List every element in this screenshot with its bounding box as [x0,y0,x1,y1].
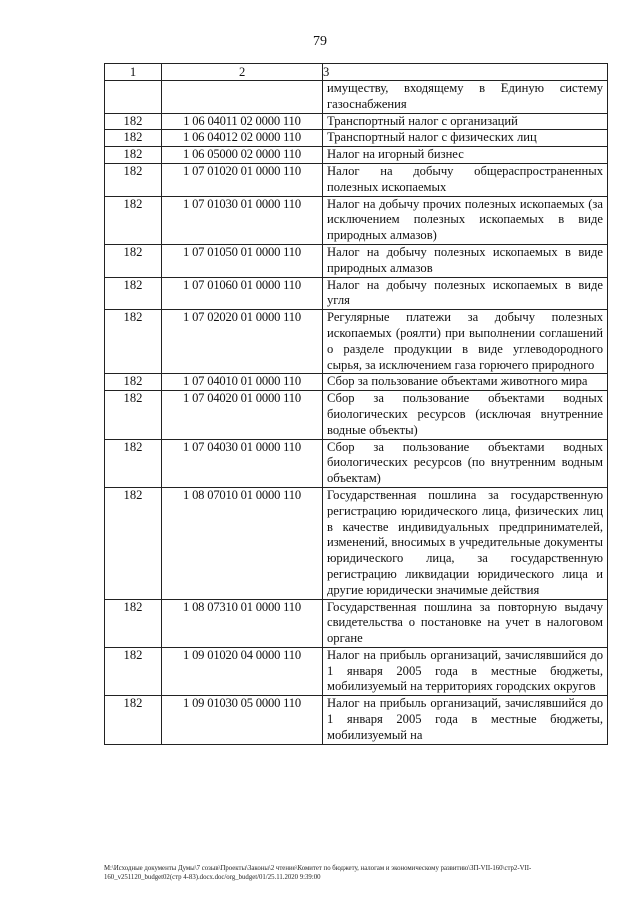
income-name-cell: Сбор за пользование объектами животного мира [323,374,608,391]
table-row [105,81,608,114]
admin-code-cell [105,81,162,114]
admin-code-cell: 182 [105,244,162,277]
admin-code-cell: 182 [105,696,162,744]
table-row [105,696,608,744]
budget-code-cell: 1 07 04030 01 0000 110 [162,439,323,487]
income-name-cell: Налог на прибыль организаций, зачислявшийся до 1 января 2005 года в местные бюджеты, мобилизуемый на [323,696,608,744]
table-row [105,391,608,439]
table-header-row [105,64,608,81]
budget-code-cell: 1 07 01020 01 0000 110 [162,163,323,196]
admin-code-cell: 182 [105,196,162,244]
budget-code-cell: 1 07 04020 01 0000 110 [162,391,323,439]
income-name-cell: Налог на прибыль организаций, зачислявшийся до 1 января 2005 года в местные бюджеты, мобилизуемый на территориях городских округов [323,647,608,695]
page-number: 79 [313,34,327,49]
table-row [105,277,608,310]
footer-path-line-2: 160_v251120_budget02(стр 4-83).docx.doc/org_budget/01/25.11.2020 9:39:00 [104,874,321,881]
table-row [105,439,608,487]
table-row [105,374,608,391]
footer-path-line-1: M:\Исходные документы Думы\7 созыв\Проекты\Законы\2 чтение\Комитет по бюджету, налогам и экономическому развитию\ЗП-VII-160\стр2-VII- [104,865,532,872]
budget-code-cell: 1 08 07010 01 0000 110 [162,487,323,599]
income-name-cell: Сбор за пользование объектами водных биологических ресурсов (по внутренним водным объектам) [323,439,608,487]
admin-code-cell: 182 [105,439,162,487]
budget-code-cell: 1 08 07310 01 0000 110 [162,599,323,647]
table-row [105,113,608,130]
table-row [105,310,608,374]
budget-code-cell: 1 06 04012 02 0000 110 [162,130,323,147]
admin-code-cell: 182 [105,163,162,196]
table-row [105,244,608,277]
budget-code-cell [162,81,323,114]
table-row [105,196,608,244]
budget-codes-table [104,63,608,745]
budget-code-cell: 1 07 02020 01 0000 110 [162,310,323,374]
table-row [105,130,608,147]
table-body [105,64,608,745]
income-name-cell: Налог на добычу полезных ископаемых в виде угля [323,277,608,310]
income-name-cell: Государственная пошлина за повторную выдачу свидетельства о постановке на учет в налоговом органе [323,599,608,647]
budget-code-cell: 1 07 01060 01 0000 110 [162,277,323,310]
budget-code-cell: 1 07 04010 01 0000 110 [162,374,323,391]
budget-code-cell: 1 07 01030 01 0000 110 [162,196,323,244]
budget-code-cell: 1 09 01030 05 0000 110 [162,696,323,744]
income-name-cell: Налог на добычу общераспространенных полезных ископаемых [323,163,608,196]
income-name-cell: Регулярные платежи за добычу полезных ископаемых (роялти) при выполнении соглашений о разделе продукции в виде углеводородного сырья, за исключением газа горючего природного [323,310,608,374]
document-footer [104,864,640,882]
header-col-1: 1 [105,64,162,81]
income-name-cell: Государственная пошлина за государственную регистрацию юридического лица, физических лиц в качестве индивидуальных предпринимателей, изменений, вносимых в учредительные документы юридического лица, за государственную регистрацию ликвидации юридического лица и другие юридически значимые действия [323,487,608,599]
admin-code-cell: 182 [105,310,162,374]
admin-code-cell: 182 [105,147,162,164]
income-name-cell: Транспортный налог с физических лиц [323,130,608,147]
admin-code-cell: 182 [105,487,162,599]
admin-code-cell: 182 [105,113,162,130]
table-row [105,647,608,695]
budget-code-cell: 1 06 05000 02 0000 110 [162,147,323,164]
table-row [105,487,608,599]
header-col-3: 3 [323,64,608,81]
budget-code-cell: 1 07 01050 01 0000 110 [162,244,323,277]
admin-code-cell: 182 [105,130,162,147]
budget-code-cell: 1 06 04011 02 0000 110 [162,113,323,130]
income-name-cell: Транспортный налог с организаций [323,113,608,130]
income-name-cell: Налог на добычу прочих полезных ископаемых (за исключением полезных ископаемых в виде природных алмазов) [323,196,608,244]
income-name-cell: Налог на добычу полезных ископаемых в виде природных алмазов [323,244,608,277]
table-row [105,163,608,196]
table-row [105,147,608,164]
admin-code-cell: 182 [105,647,162,695]
admin-code-cell: 182 [105,391,162,439]
header-col-2: 2 [162,64,323,81]
admin-code-cell: 182 [105,599,162,647]
admin-code-cell: 182 [105,277,162,310]
income-name-cell: имуществу, входящему в Единую систему газоснабжения [323,81,608,114]
income-name-cell: Сбор за пользование объектами водных биологических ресурсов (исключая внутренние водные объекты) [323,391,608,439]
budget-code-cell: 1 09 01020 04 0000 110 [162,647,323,695]
admin-code-cell: 182 [105,374,162,391]
income-name-cell: Налог на игорный бизнес [323,147,608,164]
table-row [105,599,608,647]
